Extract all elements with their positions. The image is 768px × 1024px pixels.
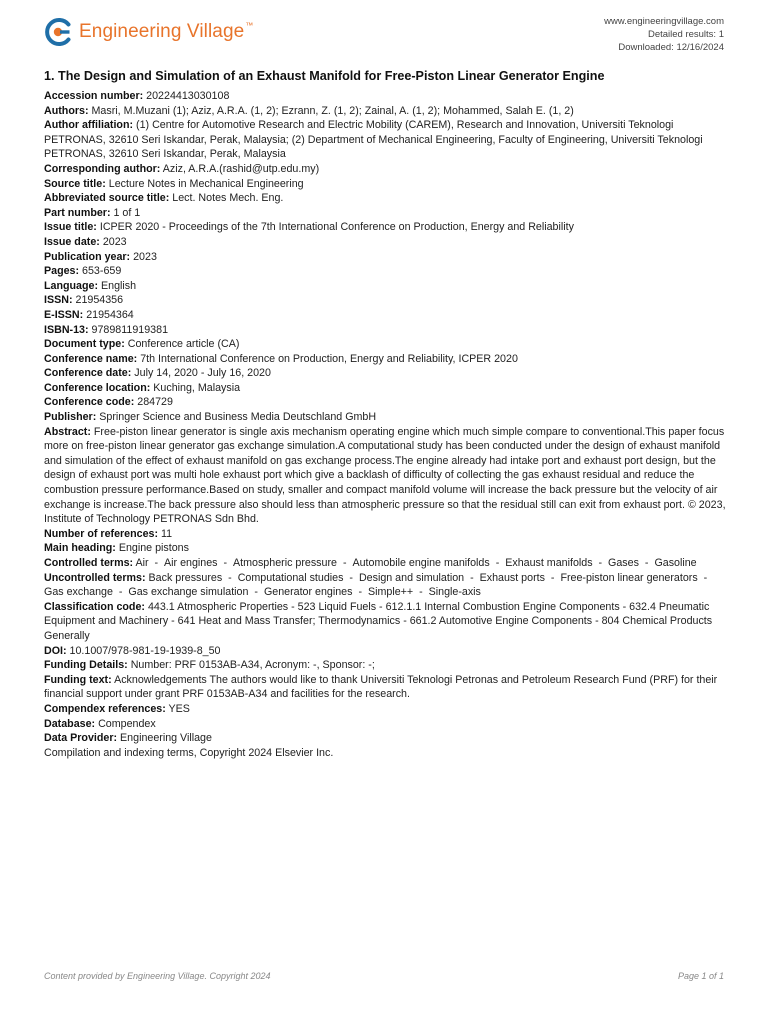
field-value: Free-piston linear generator is single axis mechanism operating engine which much simple compare to conventional.This paper focus more on free-piston linear generator gas exchange simulation.A computational study has been conducted under the design of exhaust manifold and simulation of the effect of exhaust manifold on gas exchange process.The engine already had intake port and exhaust port design, but the design of exhaust port was multi hole exhaust port which give a backlash of difficulty of collecting the gas exhaust residual and reduce the combustion pressure performance.Based on study, smaller and compact manifold volume will increase the back pressure but the velocity of air exchange is increase.The back pressure also should less than atmospheric pressure so that the residual still can exit from exhaust port. © 2023, Institute of Technology PETRONAS Sdn Bhd. xyxy=(44,425,726,526)
field-label: Uncontrolled terms: xyxy=(44,571,146,584)
controlled-term[interactable]: Atmospheric pressure xyxy=(233,557,337,569)
footer-page-number: Page 1 of 1 xyxy=(677,971,724,981)
field-abbreviated-source-title xyxy=(44,191,726,206)
field-value: 9789811919381 xyxy=(91,323,169,336)
field-abstract xyxy=(44,425,726,527)
field-label: Conference date: xyxy=(44,367,132,380)
field-value: 21954356 xyxy=(75,294,124,307)
field-label: E-ISSN: xyxy=(44,308,84,321)
field-label: Pages: xyxy=(44,265,80,278)
brand-name: Engineering Village™ xyxy=(79,21,254,42)
field-corresponding-author xyxy=(44,162,726,177)
field-label: Classification code: xyxy=(44,600,145,613)
controlled-term[interactable]: Gasoline xyxy=(654,557,697,569)
field-label: Data Provider: xyxy=(44,732,118,745)
uncontrolled-term[interactable]: Design and simulation xyxy=(358,571,465,584)
uncontrolled-term[interactable]: Exhaust ports xyxy=(479,571,545,584)
field-issn xyxy=(44,293,726,308)
field-value: 653-659 xyxy=(82,265,122,278)
field-main-heading xyxy=(44,541,726,556)
uncontrolled-term[interactable]: Single-axis xyxy=(428,586,481,599)
field-value: ICPER 2020 - Proceedings of the 7th International Conference on Production, Energy and Reliability xyxy=(99,221,574,234)
field-authors xyxy=(44,104,726,119)
footer-content-provider: Content provided by Engineering Village. Copyright 2024 xyxy=(44,971,271,981)
field-part-number xyxy=(44,206,726,221)
field-conference-name xyxy=(44,352,726,367)
results-count: Detailed results: 1 xyxy=(647,28,724,40)
page-header xyxy=(0,0,768,60)
field-value: Masri, M.Muzani (1); Aziz, A.R.A. (1, 2); Ezrann, Z. (1, 2); Zainal, A. (1, 2); Mohammed, Salah E. (1, 2) xyxy=(91,104,574,117)
field-label: Publisher: xyxy=(44,411,97,424)
field-number-of-references xyxy=(44,527,726,542)
field-conference-code xyxy=(44,395,726,410)
field-label: Conference location: xyxy=(44,381,151,394)
field-issue-date xyxy=(44,235,726,250)
controlled-term[interactable]: Air engines xyxy=(164,557,218,569)
field-label: Conference code: xyxy=(44,396,135,409)
field-value: 11 xyxy=(161,527,173,540)
uncontrolled-term[interactable]: Gas exchange simulation xyxy=(128,586,249,599)
controlled-term[interactable]: Exhaust manifolds xyxy=(505,557,593,569)
field-value: 2023 xyxy=(102,235,127,248)
field-label: Abbreviated source title: xyxy=(44,192,170,205)
field-label: Funding text: xyxy=(44,673,112,686)
field-value: Engineering Village xyxy=(120,732,212,745)
field-value: Number: PRF 0153AB-A34, Acronym: -, Sponsor: -; xyxy=(130,659,375,672)
field-value: Acknowledgements The authors would like to thank Universiti Teknologi Petronas and Petroleum Research Fund (PRF) for their financial support under grant PRF 0153AB-A34 and facilities for the research. xyxy=(44,673,718,701)
controlled-term[interactable]: Air xyxy=(135,557,149,569)
uncontrolled-term[interactable]: Free-piston linear generators xyxy=(560,571,698,584)
field-label: Accession number: xyxy=(44,90,144,102)
uncontrolled-term[interactable]: Simple++ xyxy=(367,586,414,599)
doi-link[interactable]: 10.1007/978-981-19-1939-8_50 xyxy=(69,644,221,657)
field-publication-year xyxy=(44,250,726,265)
field-label: Controlled terms: xyxy=(44,557,134,569)
field-value: 284729 xyxy=(137,396,173,409)
field-label: Main heading: xyxy=(44,542,116,555)
field-value: Lecture Notes in Mechanical Engineering xyxy=(108,177,304,190)
field-value: 7th International Conference on Production, Energy and Reliability, ICPER 2020 xyxy=(140,352,518,365)
field-compendex-references xyxy=(44,702,726,717)
field-label: Issue date: xyxy=(44,235,100,248)
field-value: Kuching, Malaysia xyxy=(153,381,241,394)
field-uncontrolled-terms xyxy=(44,571,726,600)
field-funding-details xyxy=(44,658,726,673)
field-value: Compendex xyxy=(98,717,156,730)
field-label: Document type: xyxy=(44,338,125,351)
uncontrolled-term[interactable]: Gas exchange xyxy=(44,586,113,599)
uncontrolled-term[interactable]: Generator engines xyxy=(263,586,353,599)
controlled-terms-list: Air - Air engines - Atmospheric pressure - Automobile engine manifolds - Exhaust manifolds - Gases - Gasoline xyxy=(135,557,697,569)
field-classification-code xyxy=(44,600,726,644)
engineering-village-logo[interactable] xyxy=(43,17,253,47)
field-label: Funding Details: xyxy=(44,659,128,672)
controlled-term[interactable]: Gases xyxy=(608,557,639,569)
field-value: English xyxy=(101,279,137,292)
field-conference-location xyxy=(44,381,726,396)
field-label: Compendex references: xyxy=(44,702,166,715)
field-value: July 14, 2020 - July 16, 2020 xyxy=(134,367,271,380)
field-database xyxy=(44,717,726,732)
field-label: Part number: xyxy=(44,206,111,219)
document-meta xyxy=(604,16,724,54)
field-value: Lect. Notes Mech. Eng. xyxy=(172,192,284,205)
field-label: ISSN: xyxy=(44,294,73,307)
field-label: Database: xyxy=(44,717,96,730)
field-label: DOI: xyxy=(44,644,67,657)
site-url: www.engineeringvillage.com xyxy=(604,16,724,27)
field-value: Conference article (CA) xyxy=(127,338,240,351)
field-value: 443.1 Atmospheric Properties - 523 Liquid Fuels - 612.1.1 Internal Combustion Engine Components - 632.4 Pneumatic Equipment and Machinery - 641 Heat and Mass Transfer; Thermodynamics - 661.2 Automotive Engine Components - 804 Chemical Products Generally xyxy=(44,600,713,642)
uncontrolled-terms-list: Back pressures - Computational studies - Design and simulation - Exhaust ports - Free-piston linear generators - Gas exchange - Gas exchange simulation - Generator engines - Simple++ - Single-axis xyxy=(44,571,708,599)
field-label: Language: xyxy=(44,279,99,292)
field-issue-title xyxy=(44,220,726,235)
field-e-issn xyxy=(44,308,726,323)
engineering-village-logo-icon xyxy=(43,17,73,47)
field-label: Abstract: xyxy=(44,425,91,438)
field-value: Engine pistons xyxy=(118,542,189,555)
field-value: Aziz, A.R.A.(rashid@utp.edu.my) xyxy=(162,162,320,175)
field-label: Authors: xyxy=(44,104,89,117)
field-language xyxy=(44,279,726,294)
controlled-term[interactable]: Automobile engine manifolds xyxy=(352,557,490,569)
field-accession-number xyxy=(44,89,726,104)
field-funding-text xyxy=(44,673,726,702)
field-label: Corresponding author: xyxy=(44,162,161,175)
field-controlled-terms xyxy=(44,556,726,571)
copyright-line: Compilation and indexing terms, Copyright 2024 Elsevier Inc. xyxy=(44,746,334,759)
record-title: 1. The Design and Simulation of an Exhaust Manifold for Free-Piston Linear Generator Engine xyxy=(44,69,605,83)
field-value: 20224413030108 xyxy=(146,90,230,102)
field-label: Issue title: xyxy=(44,221,97,234)
field-isbn13 xyxy=(44,323,726,338)
field-label: ISBN-13: xyxy=(44,323,89,336)
field-publisher xyxy=(44,410,726,425)
field-value: 2023 xyxy=(133,250,157,263)
field-value: (1) Centre for Automotive Research and Electric Mobility (CAREM), Research and Innovation, Universiti Teknologi PETRONAS, 32610 Seri Iskandar, Perak, Malaysia; (2) Department of Mechanical Engineering, Faculty of Engineering, Universiti Teknologi PETRONAS, 32610 Seri Iskandar, Perak, Malaysia xyxy=(44,119,703,161)
field-conference-date xyxy=(44,366,726,381)
field-data-provider xyxy=(44,731,726,746)
field-document-type xyxy=(44,337,726,352)
download-date: Downloaded: 12/16/2024 xyxy=(618,41,724,53)
uncontrolled-term[interactable]: Computational studies xyxy=(237,571,344,584)
uncontrolled-term[interactable]: Back pressures xyxy=(148,571,223,584)
field-value: Springer Science and Business Media Deutschland GmbH xyxy=(99,411,377,424)
field-author-affiliation xyxy=(44,118,726,162)
field-doi xyxy=(44,644,726,659)
field-pages xyxy=(44,264,726,279)
field-source-title xyxy=(44,177,726,192)
field-label: Author affiliation: xyxy=(44,119,134,132)
record-detail xyxy=(44,69,726,760)
field-label: Number of references: xyxy=(44,527,159,540)
field-value: YES xyxy=(168,702,190,715)
field-label: Publication year: xyxy=(44,250,131,263)
field-value: 21954364 xyxy=(86,308,134,321)
field-label: Conference name: xyxy=(44,352,138,365)
field-value: 1 of 1 xyxy=(113,206,141,219)
field-label: Source title: xyxy=(44,177,106,190)
